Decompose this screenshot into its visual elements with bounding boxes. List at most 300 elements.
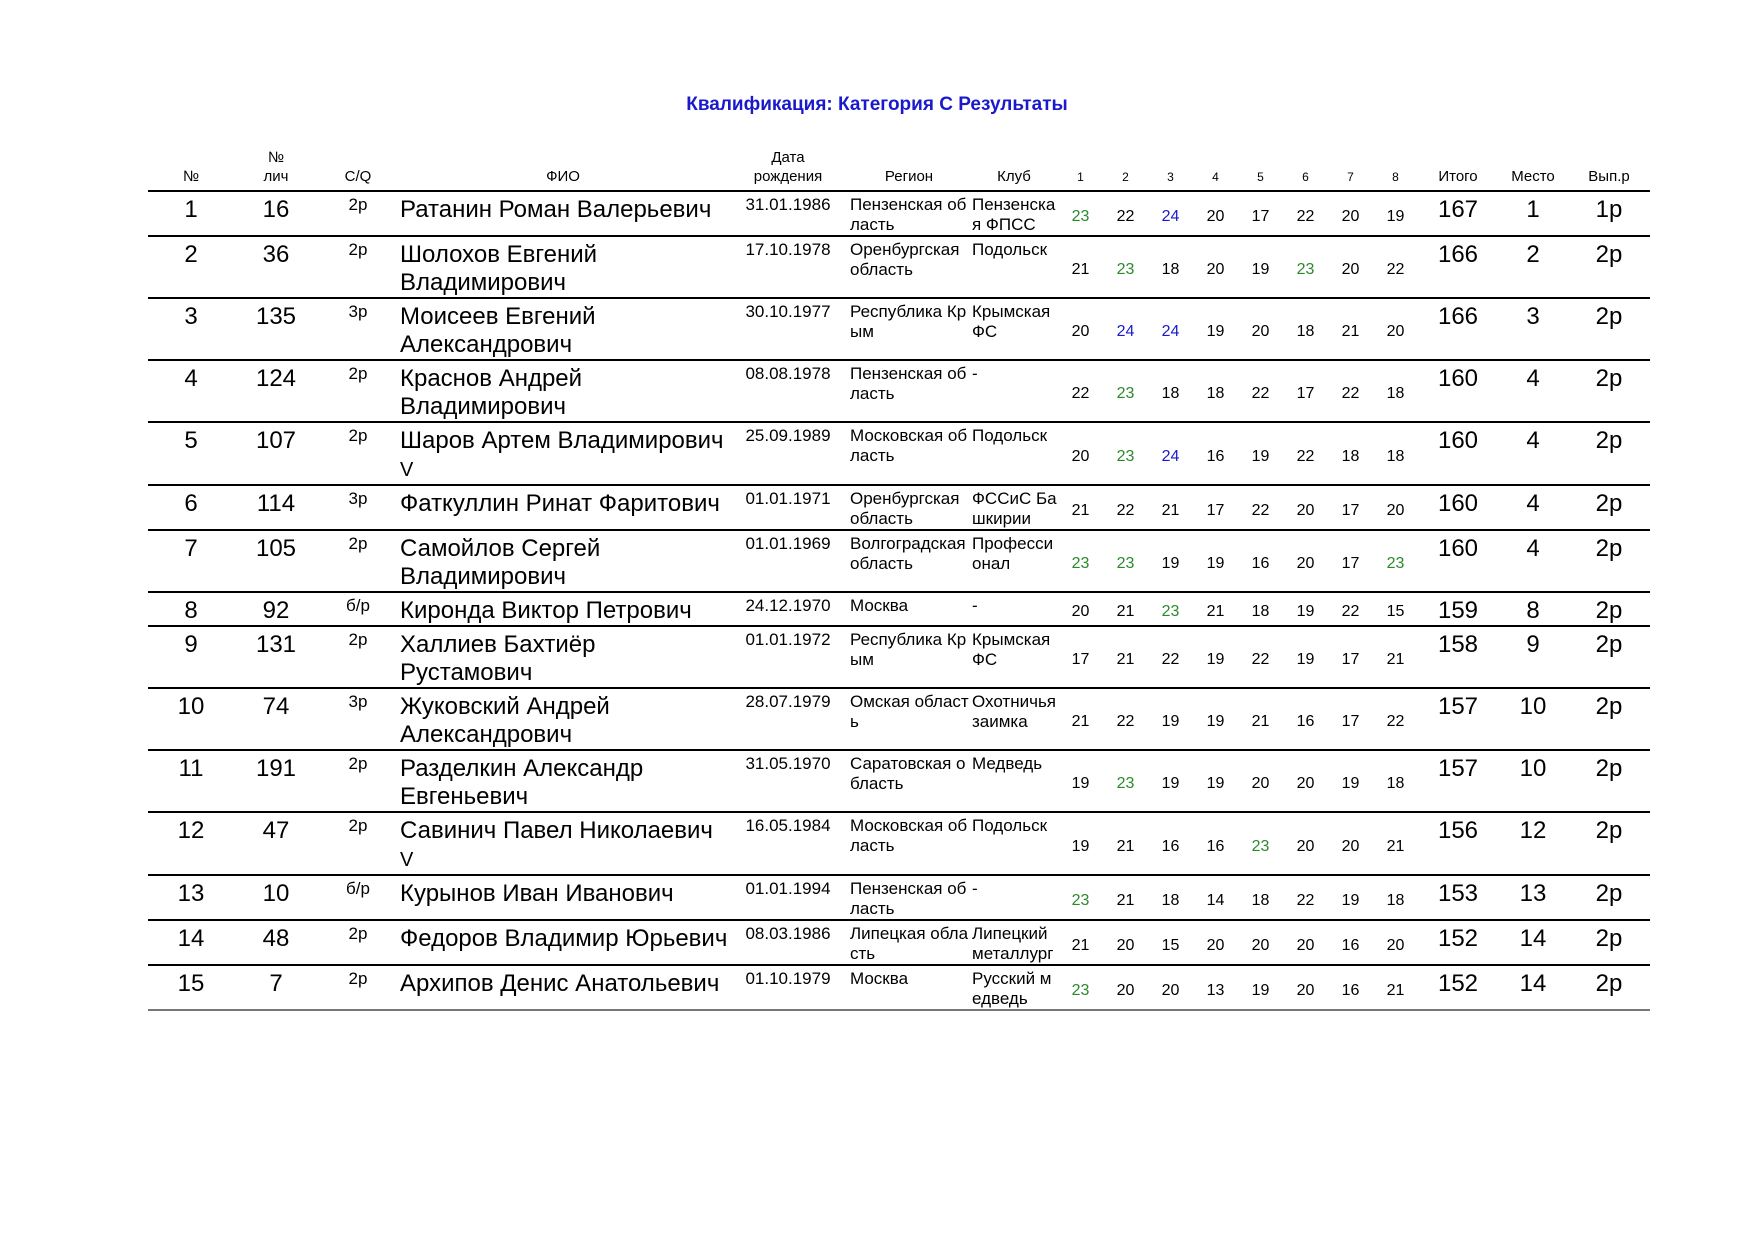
cell-round-score: 19 (1193, 626, 1238, 688)
cell-place: 9 (1498, 626, 1568, 688)
cell-club: Подольск (970, 812, 1058, 875)
fio-text: Моисеев Евгений Александрович (400, 303, 596, 358)
cell-round-score: 20 (1283, 965, 1328, 1010)
table-body (148, 191, 1650, 1010)
cell-total: 159 (1418, 592, 1498, 626)
cell-round-score: 22 (1238, 626, 1283, 688)
cell-club: ФССиС Башкирии (970, 485, 1058, 530)
cell-round-score: 20 (1058, 592, 1103, 626)
table-row (148, 530, 1650, 592)
cell-vyp: 2р (1568, 812, 1650, 875)
fio-text: Разделкин Александр Евгеньевич (400, 755, 644, 810)
cell-round-score: 20 (1193, 236, 1238, 298)
cell-round-score: 20 (1193, 920, 1238, 965)
cell-date: 08.03.1986 (728, 920, 848, 965)
cell-round-score: 21 (1148, 485, 1193, 530)
table-row (148, 236, 1650, 298)
cell-round-score: 18 (1238, 592, 1283, 626)
cell-round-score: 22 (1103, 191, 1148, 236)
cell-round-score: 22 (1328, 592, 1373, 626)
cell-region: Омская область (848, 688, 970, 750)
cell-region: Республика Крым (848, 298, 970, 360)
cell-round-score: 24 (1148, 191, 1193, 236)
cell-round-score: 21 (1058, 688, 1103, 750)
cell-vyp: 2р (1568, 920, 1650, 965)
cell-place: 10 (1498, 688, 1568, 750)
cell-club: Подольск (970, 422, 1058, 485)
cell-round-score: 19 (1373, 191, 1418, 236)
cell-total: 152 (1418, 920, 1498, 965)
cell-round-score: 17 (1193, 485, 1238, 530)
header-lich-top: № (267, 149, 285, 166)
cell-num: 12 (148, 812, 234, 875)
cell-round-score: 18 (1373, 750, 1418, 812)
cell-fio (398, 236, 728, 298)
cell-round-score: 19 (1193, 298, 1238, 360)
cell-vyp: 2р (1568, 750, 1650, 812)
cell-num: 9 (148, 626, 234, 688)
cell-round-score: 16 (1238, 530, 1283, 592)
cell-round-score: 21 (1373, 965, 1418, 1010)
cell-round-score: 22 (1238, 485, 1283, 530)
cell-place: 4 (1498, 360, 1568, 422)
header-lich-bottom: лич (263, 168, 289, 185)
cell-round-score: 23 (1103, 236, 1148, 298)
fio-text: Савинич Павел Николаевич (400, 817, 713, 844)
cell-region: Липецкая область (848, 920, 970, 965)
cell-num: 13 (148, 875, 234, 920)
cell-date: 01.01.1969 (728, 530, 848, 592)
cell-total: 160 (1418, 360, 1498, 422)
cell-region: Московская область (848, 812, 970, 875)
cell-fio (398, 191, 728, 236)
cell-round-score: 20 (1103, 965, 1148, 1010)
fio-text: Самойлов Сергей Владимирович (400, 535, 601, 590)
cell-fio (398, 298, 728, 360)
header-round-1: 1 (1058, 148, 1103, 191)
cell-round-score: 19 (1148, 750, 1193, 812)
cell-lich: 74 (234, 688, 318, 750)
cell-place: 4 (1498, 485, 1568, 530)
cell-round-score: 21 (1328, 298, 1373, 360)
header-region: Регион (848, 148, 970, 191)
cell-lich: 114 (234, 485, 318, 530)
cell-club: Пензенская ФПСС (970, 191, 1058, 236)
cell-place: 10 (1498, 750, 1568, 812)
header-round-6: 6 (1283, 148, 1328, 191)
table-row (148, 920, 1650, 965)
cell-date: 01.01.1994 (728, 875, 848, 920)
cell-round-score: 21 (1103, 812, 1148, 875)
cell-lich: 105 (234, 530, 318, 592)
cell-round-score: 15 (1373, 592, 1418, 626)
cell-round-score: 20 (1238, 750, 1283, 812)
cell-region: Саратовская область (848, 750, 970, 812)
cell-fio (398, 422, 728, 485)
cell-total: 160 (1418, 485, 1498, 530)
cell-round-score: 23 (1103, 422, 1148, 485)
cell-round-score: 22 (1373, 688, 1418, 750)
header-round-3: 3 (1148, 148, 1193, 191)
cell-cq: 3р (318, 485, 398, 530)
cell-cq: 2р (318, 191, 398, 236)
cell-num: 2 (148, 236, 234, 298)
cell-place: 8 (1498, 592, 1568, 626)
cell-date: 28.07.1979 (728, 688, 848, 750)
cell-round-score: 13 (1193, 965, 1238, 1010)
cell-round-score: 20 (1373, 920, 1418, 965)
cell-place: 13 (1498, 875, 1568, 920)
cell-fio (398, 626, 728, 688)
cell-region: Пензенская область (848, 875, 970, 920)
cell-region: Московская область (848, 422, 970, 485)
header-lich (234, 148, 318, 191)
cell-round-score: 17 (1328, 688, 1373, 750)
cell-round-score: 23 (1058, 875, 1103, 920)
cell-round-score: 20 (1373, 485, 1418, 530)
cell-total: 152 (1418, 965, 1498, 1010)
cell-round-score: 17 (1328, 626, 1373, 688)
cell-round-score: 19 (1193, 750, 1238, 812)
cell-date: 25.09.1989 (728, 422, 848, 485)
cell-round-score: 21 (1103, 626, 1148, 688)
cell-num: 1 (148, 191, 234, 236)
fio-mark: V (400, 459, 414, 481)
cell-date: 08.08.1978 (728, 360, 848, 422)
cell-round-score: 18 (1193, 360, 1238, 422)
table-row (148, 191, 1650, 236)
cell-num: 8 (148, 592, 234, 626)
cell-round-score: 24 (1103, 298, 1148, 360)
cell-total: 153 (1418, 875, 1498, 920)
cell-fio (398, 812, 728, 875)
table-row (148, 875, 1650, 920)
cell-round-score: 19 (1148, 688, 1193, 750)
cell-round-score: 19 (1328, 875, 1373, 920)
cell-round-score: 16 (1328, 965, 1373, 1010)
cell-round-score: 22 (1103, 485, 1148, 530)
cell-lich: 131 (234, 626, 318, 688)
cell-lich: 135 (234, 298, 318, 360)
cell-round-score: 20 (1328, 812, 1373, 875)
cell-fio (398, 920, 728, 965)
cell-club: - (970, 360, 1058, 422)
fio-text: Федоров Владимир Юрьевич (400, 925, 728, 952)
cell-round-score: 19 (1238, 965, 1283, 1010)
cell-round-score: 18 (1148, 236, 1193, 298)
page-title: Квалификация: Категория С Результаты (686, 94, 1068, 115)
cell-club: Крымская ФС (970, 626, 1058, 688)
cell-round-score: 19 (1283, 592, 1328, 626)
cell-region: Оренбургская область (848, 236, 970, 298)
header-round-2: 2 (1103, 148, 1148, 191)
cell-total: 157 (1418, 750, 1498, 812)
cell-region: Пензенская область (848, 191, 970, 236)
results-table (148, 148, 1650, 1011)
table-row (148, 360, 1650, 422)
cell-region: Москва (848, 592, 970, 626)
cell-round-score: 20 (1103, 920, 1148, 965)
cell-round-score: 23 (1058, 965, 1103, 1010)
table-row (148, 688, 1650, 750)
cell-region: Москва (848, 965, 970, 1010)
cell-round-score: 17 (1058, 626, 1103, 688)
fio-text: Курынов Иван Иванович (400, 880, 674, 907)
cell-round-score: 20 (1328, 236, 1373, 298)
cell-round-score: 23 (1058, 191, 1103, 236)
cell-round-score: 24 (1148, 422, 1193, 485)
cell-cq: 2р (318, 812, 398, 875)
cell-vyp: 2р (1568, 485, 1650, 530)
cell-club: Медведь (970, 750, 1058, 812)
cell-round-score: 18 (1148, 875, 1193, 920)
cell-total: 166 (1418, 236, 1498, 298)
cell-round-score: 22 (1283, 191, 1328, 236)
fio-text: Архипов Денис Анатольевич (400, 970, 720, 997)
cell-vyp: 2р (1568, 875, 1650, 920)
cell-num: 15 (148, 965, 234, 1010)
cell-vyp: 2р (1568, 298, 1650, 360)
header-cq: C/Q (318, 148, 398, 191)
cell-round-score: 19 (1283, 626, 1328, 688)
cell-fio (398, 688, 728, 750)
cell-round-score: 15 (1148, 920, 1193, 965)
cell-round-score: 22 (1328, 360, 1373, 422)
cell-cq: 2р (318, 965, 398, 1010)
cell-fio (398, 485, 728, 530)
cell-vyp: 1р (1568, 191, 1650, 236)
cell-round-score: 19 (1148, 530, 1193, 592)
cell-round-score: 17 (1283, 360, 1328, 422)
cell-date: 01.10.1979 (728, 965, 848, 1010)
header-round-8: 8 (1373, 148, 1418, 191)
cell-lich: 107 (234, 422, 318, 485)
cell-lich: 36 (234, 236, 318, 298)
cell-club: Подольск (970, 236, 1058, 298)
header-round-7: 7 (1328, 148, 1373, 191)
header-date (728, 148, 848, 191)
cell-place: 4 (1498, 422, 1568, 485)
cell-round-score: 20 (1148, 965, 1193, 1010)
fio-text: Жуковский Андрей Александрович (400, 693, 610, 748)
cell-vyp: 2р (1568, 360, 1650, 422)
cell-round-score: 23 (1283, 236, 1328, 298)
cell-date: 24.12.1970 (728, 592, 848, 626)
cell-round-score: 18 (1373, 422, 1418, 485)
cell-total: 158 (1418, 626, 1498, 688)
cell-date: 01.01.1971 (728, 485, 848, 530)
cell-round-score: 24 (1148, 298, 1193, 360)
cell-total: 167 (1418, 191, 1498, 236)
cell-lich: 10 (234, 875, 318, 920)
cell-round-score: 18 (1373, 360, 1418, 422)
cell-round-score: 21 (1238, 688, 1283, 750)
cell-total: 157 (1418, 688, 1498, 750)
cell-round-score: 21 (1373, 812, 1418, 875)
cell-region: Оренбургская область (848, 485, 970, 530)
header-round-5: 5 (1238, 148, 1283, 191)
header-place: Место (1498, 148, 1568, 191)
header-fio: ФИО (398, 148, 728, 191)
cell-round-score: 19 (1193, 688, 1238, 750)
cell-cq: 2р (318, 626, 398, 688)
cell-round-score: 23 (1103, 530, 1148, 592)
cell-cq: 2р (318, 236, 398, 298)
cell-cq: 2р (318, 422, 398, 485)
cell-round-score: 23 (1103, 360, 1148, 422)
cell-cq: 2р (318, 360, 398, 422)
cell-num: 6 (148, 485, 234, 530)
cell-club: Крымская ФС (970, 298, 1058, 360)
cell-total: 160 (1418, 422, 1498, 485)
cell-total: 166 (1418, 298, 1498, 360)
cell-round-score: 16 (1193, 812, 1238, 875)
cell-round-score: 19 (1238, 236, 1283, 298)
results-table-wrapper (148, 148, 1650, 1011)
header-round-4: 4 (1193, 148, 1238, 191)
cell-round-score: 22 (1103, 688, 1148, 750)
cell-vyp: 2р (1568, 688, 1650, 750)
cell-lich: 47 (234, 812, 318, 875)
cell-fio (398, 875, 728, 920)
cell-vyp: 2р (1568, 236, 1650, 298)
cell-round-score: 17 (1238, 191, 1283, 236)
cell-place: 3 (1498, 298, 1568, 360)
cell-region: Пензенская область (848, 360, 970, 422)
cell-round-score: 16 (1148, 812, 1193, 875)
cell-num: 4 (148, 360, 234, 422)
fio-mark: V (400, 849, 414, 871)
header-vyp: Вып.р (1568, 148, 1650, 191)
cell-round-score: 16 (1193, 422, 1238, 485)
cell-date: 01.01.1972 (728, 626, 848, 688)
cell-fio (398, 360, 728, 422)
cell-round-score: 20 (1193, 191, 1238, 236)
cell-round-score: 20 (1283, 920, 1328, 965)
cell-cq: б/р (318, 875, 398, 920)
table-row (148, 812, 1650, 875)
cell-place: 1 (1498, 191, 1568, 236)
cell-date: 31.01.1986 (728, 191, 848, 236)
cell-round-score: 17 (1328, 485, 1373, 530)
cell-vyp: 2р (1568, 592, 1650, 626)
cell-round-score: 20 (1328, 191, 1373, 236)
cell-fio (398, 592, 728, 626)
cell-round-score: 23 (1058, 530, 1103, 592)
fio-text: Краснов Андрей Владимирович (400, 365, 583, 420)
cell-vyp: 2р (1568, 530, 1650, 592)
cell-lich: 124 (234, 360, 318, 422)
fio-text: Киронда Виктор Петрович (400, 597, 692, 624)
cell-round-score: 22 (1058, 360, 1103, 422)
cell-lich: 16 (234, 191, 318, 236)
cell-lich: 48 (234, 920, 318, 965)
cell-fio (398, 965, 728, 1010)
cell-round-score: 21 (1373, 626, 1418, 688)
cell-lich: 92 (234, 592, 318, 626)
fio-text: Шолохов Евгений Владимирович (400, 241, 598, 296)
table-row (148, 298, 1650, 360)
cell-club: Охотничья заимка (970, 688, 1058, 750)
cell-round-score: 17 (1328, 530, 1373, 592)
table-row (148, 592, 1650, 626)
cell-place: 14 (1498, 920, 1568, 965)
table-row (148, 485, 1650, 530)
cell-date: 17.10.1978 (728, 236, 848, 298)
cell-lich: 7 (234, 965, 318, 1010)
table-row (148, 965, 1650, 1010)
cell-place: 14 (1498, 965, 1568, 1010)
cell-round-score: 19 (1058, 812, 1103, 875)
cell-round-score: 20 (1058, 422, 1103, 485)
cell-round-score: 21 (1103, 875, 1148, 920)
cell-round-score: 20 (1238, 920, 1283, 965)
cell-round-score: 23 (1103, 750, 1148, 812)
cell-place: 2 (1498, 236, 1568, 298)
cell-place: 4 (1498, 530, 1568, 592)
cell-round-score: 22 (1283, 875, 1328, 920)
cell-round-score: 18 (1148, 360, 1193, 422)
cell-vyp: 2р (1568, 422, 1650, 485)
cell-round-score: 18 (1373, 875, 1418, 920)
cell-date: 30.10.1977 (728, 298, 848, 360)
cell-club: Русский медведь (970, 965, 1058, 1010)
cell-round-score: 20 (1283, 750, 1328, 812)
header-num: № (148, 148, 234, 191)
cell-round-score: 20 (1283, 485, 1328, 530)
cell-total: 156 (1418, 812, 1498, 875)
cell-round-score: 21 (1193, 592, 1238, 626)
cell-club: Липецкий металлург (970, 920, 1058, 965)
cell-club: Профессионал (970, 530, 1058, 592)
cell-round-score: 16 (1328, 920, 1373, 965)
header-date-bottom: рождения (753, 168, 823, 185)
cell-round-score: 19 (1193, 530, 1238, 592)
table-header (148, 148, 1650, 191)
cell-num: 14 (148, 920, 234, 965)
cell-num: 7 (148, 530, 234, 592)
cell-cq: 2р (318, 920, 398, 965)
cell-region: Волгоградская область (848, 530, 970, 592)
fio-text: Халлиев Бахтиёр Рустамович (400, 631, 596, 686)
header-club: Клуб (970, 148, 1058, 191)
cell-round-score: 22 (1283, 422, 1328, 485)
cell-round-score: 18 (1283, 298, 1328, 360)
cell-fio (398, 750, 728, 812)
cell-club: - (970, 875, 1058, 920)
table-row (148, 626, 1650, 688)
fio-text: Фаткуллин Ринат Фаритович (400, 490, 720, 517)
cell-round-score: 20 (1238, 298, 1283, 360)
cell-round-score: 14 (1193, 875, 1238, 920)
header-date-top: Дата (771, 149, 805, 166)
cell-round-score: 22 (1238, 360, 1283, 422)
cell-round-score: 19 (1058, 750, 1103, 812)
cell-round-score: 23 (1373, 530, 1418, 592)
cell-round-score: 19 (1328, 750, 1373, 812)
cell-round-score: 20 (1058, 298, 1103, 360)
cell-round-score: 22 (1148, 626, 1193, 688)
header-total: Итого (1418, 148, 1498, 191)
cell-lich: 191 (234, 750, 318, 812)
cell-region: Республика Крым (848, 626, 970, 688)
cell-round-score: 23 (1238, 812, 1283, 875)
cell-cq: 2р (318, 530, 398, 592)
cell-round-score: 20 (1283, 812, 1328, 875)
cell-round-score: 19 (1238, 422, 1283, 485)
cell-num: 11 (148, 750, 234, 812)
cell-cq: 3р (318, 298, 398, 360)
